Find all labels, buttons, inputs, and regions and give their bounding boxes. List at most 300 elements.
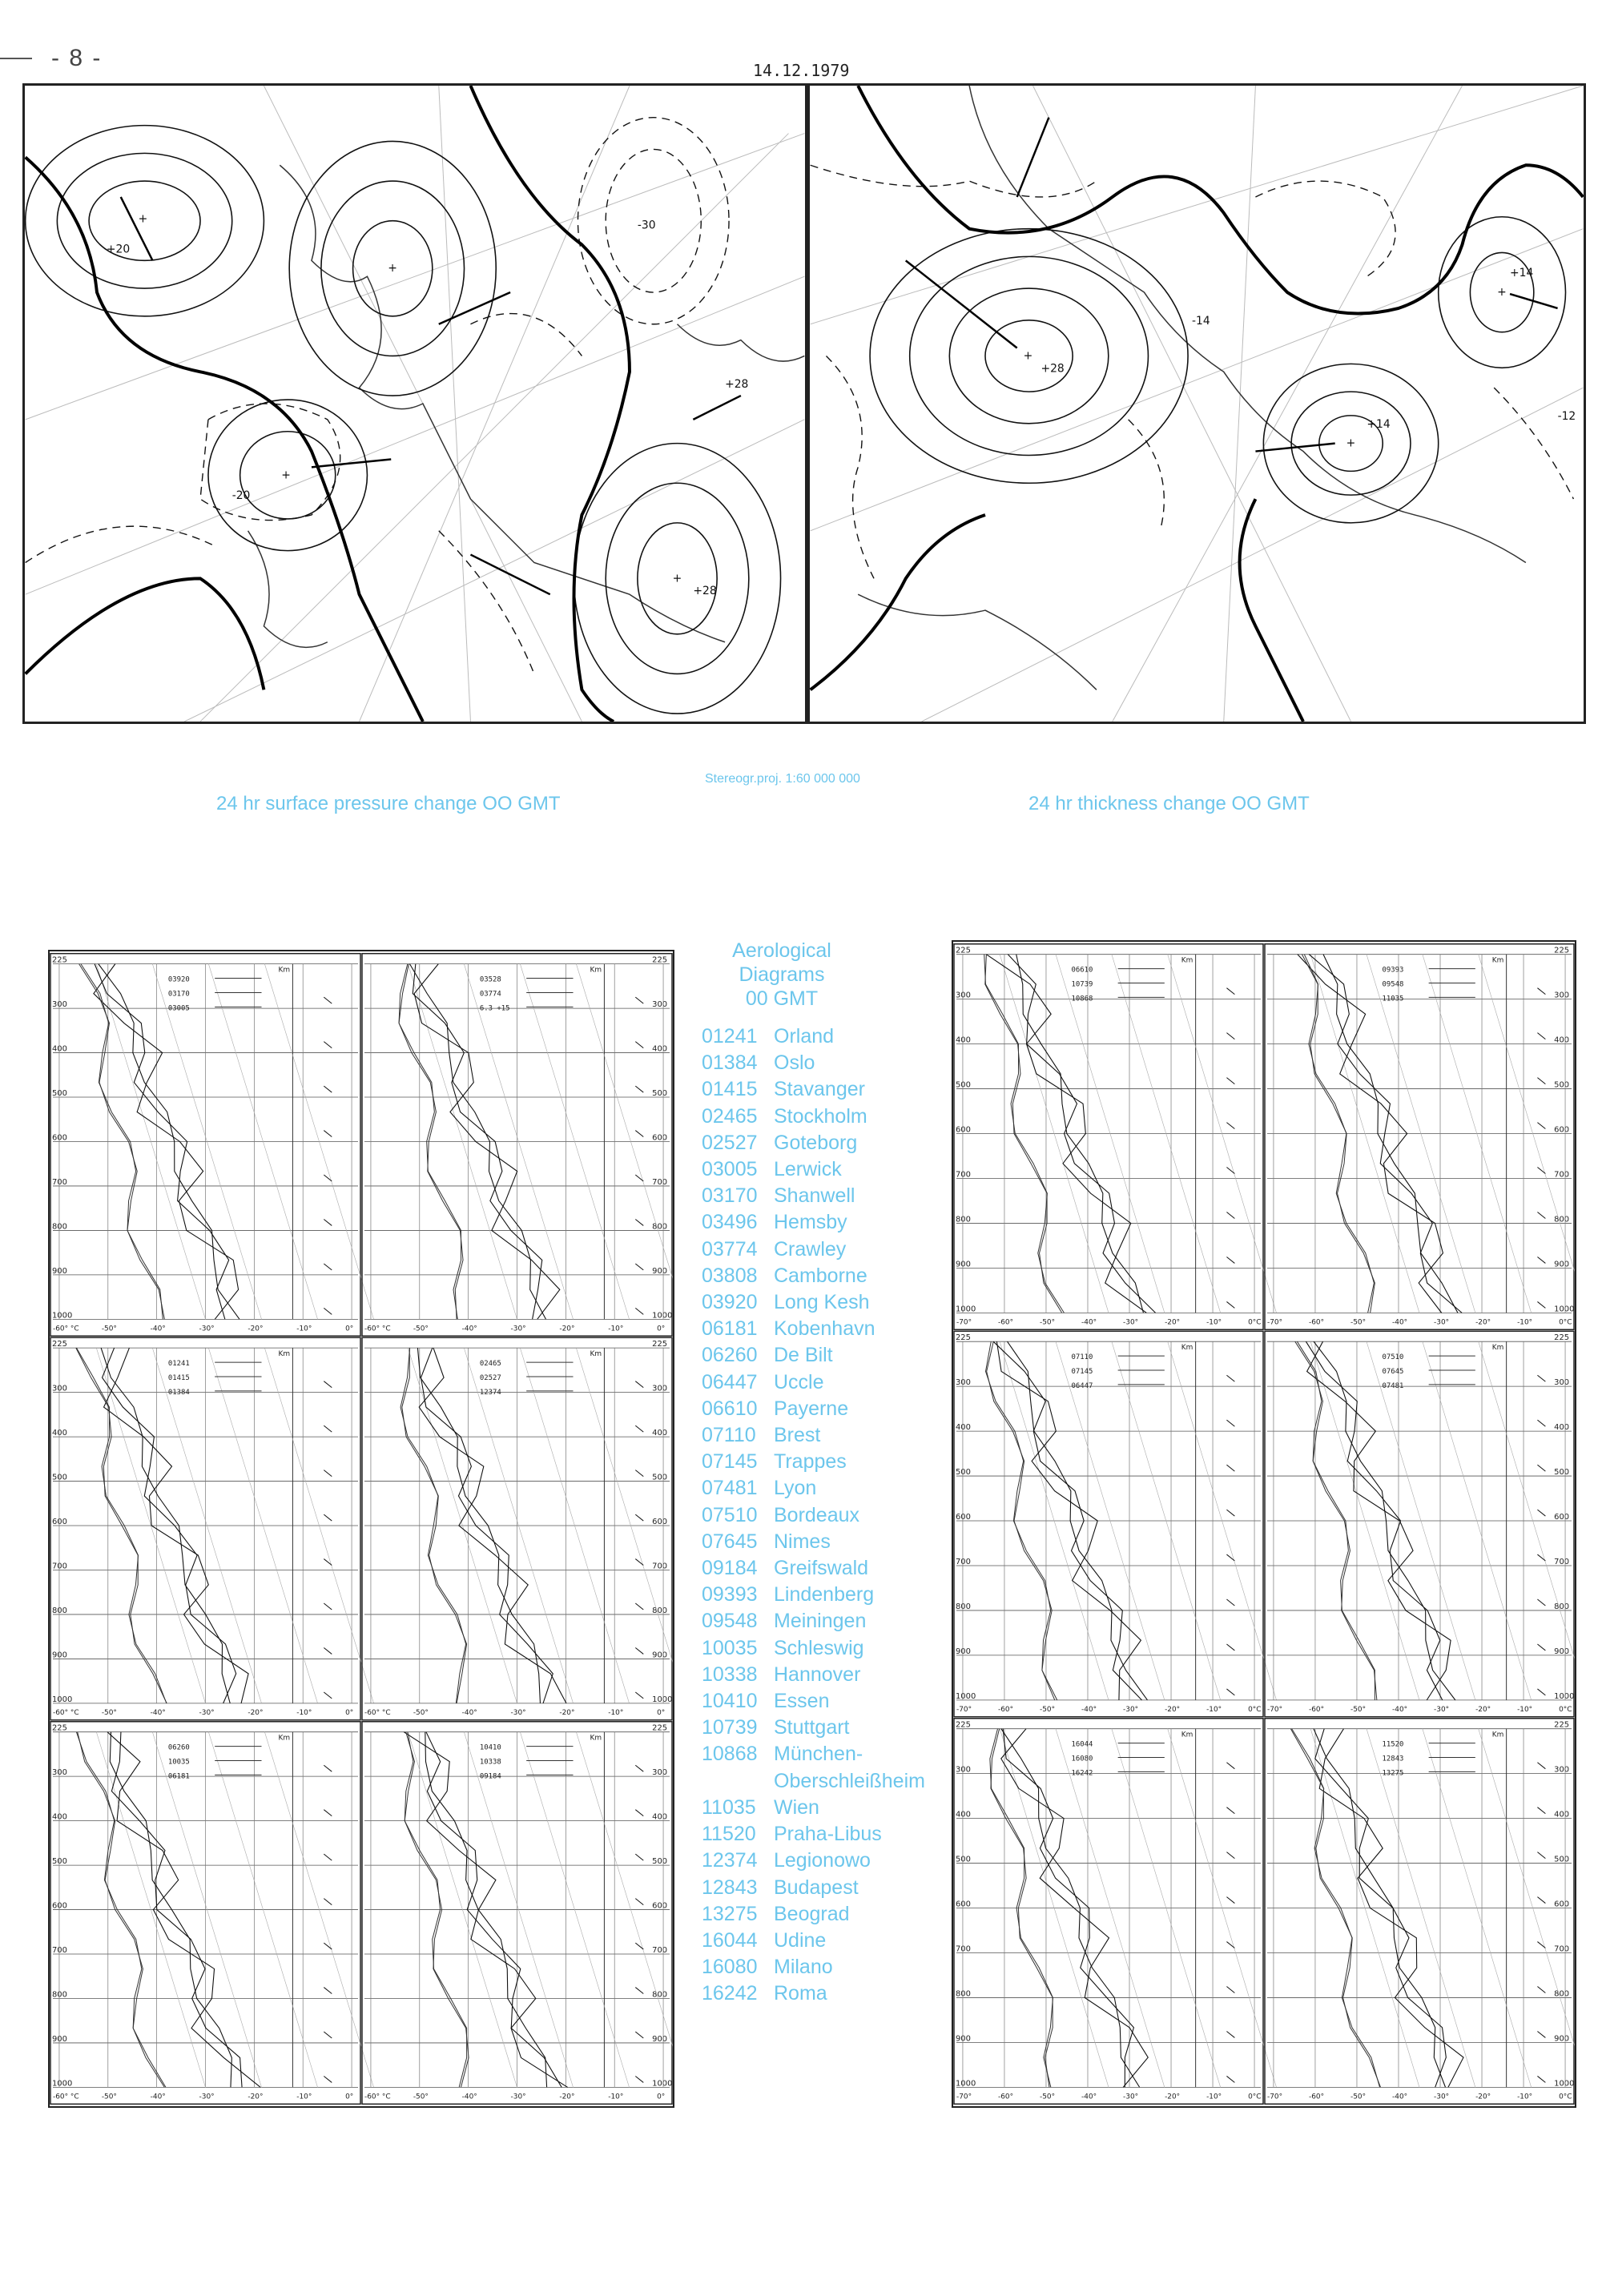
temperature-tick-label: -10° — [1517, 2093, 1533, 2101]
temperature-tick-label: -60° °C — [52, 2093, 79, 2101]
station-code-label: 06610 — [1071, 966, 1093, 975]
wind-barb — [1537, 1763, 1545, 1769]
station-code-label: 09548 — [1382, 980, 1404, 989]
temperature-tick-label: -40° — [1081, 1705, 1097, 1714]
svg-text:-14: -14 — [1192, 314, 1210, 328]
station-code-label: 11520 — [1382, 1740, 1404, 1749]
pressure-tick-label: 1000 — [1554, 2079, 1575, 2089]
list-item: 03774 Crawley — [702, 1237, 847, 1261]
wind-barb — [635, 1086, 643, 1092]
pressure-tick-label: 500 — [1554, 1468, 1570, 1478]
aerological-diagrams-left — [48, 950, 674, 2108]
temperature-tick-label: -40° — [150, 1325, 166, 1333]
wind-barb — [635, 1854, 643, 1860]
pressure-tick-label: 800 — [1554, 1215, 1570, 1224]
aerological-diagram-panel — [954, 1719, 1277, 2105]
temperature-tick-label: 0°C — [1559, 1318, 1572, 1327]
list-item: 06610 Payerne — [702, 1397, 849, 1420]
temperature-tick-label: -20° — [248, 2093, 264, 2101]
wind-barb — [1226, 1942, 1234, 1948]
temperature-tick-label: -30° — [199, 1708, 215, 1717]
pressure-tick-label: 300 — [51, 1384, 67, 1393]
temperature-tick-label: -20° — [559, 1708, 575, 1717]
list-item-continuation: Oberschleißheim — [774, 1769, 925, 1792]
temperature-tick-label: -40° — [461, 1325, 477, 1333]
station-code-label: 06181 — [167, 1772, 190, 1781]
wind-barb — [1537, 1033, 1545, 1039]
pressure-tick-label: 500 — [955, 1468, 971, 1478]
km-unit-label: Km — [278, 1734, 291, 1743]
wind-barb — [1226, 1033, 1234, 1039]
pressure-tick-label: 600 — [51, 1133, 67, 1143]
pressure-tick-label: 800 — [652, 1606, 668, 1615]
wind-barb — [1537, 1212, 1545, 1219]
km-unit-label: Km — [278, 966, 291, 975]
wind-barb — [635, 1470, 643, 1477]
km-unit-label: Km — [1181, 1731, 1193, 1739]
pressure-tick-label: 400 — [955, 1810, 971, 1820]
temperature-tick-label: -30° — [1434, 1318, 1450, 1327]
pressure-tick-label: 800 — [652, 1222, 668, 1232]
list-item: 03808 Camborne — [702, 1264, 867, 1287]
wind-barb — [1537, 1852, 1545, 1859]
wind-barb — [1226, 2076, 1234, 2082]
km-unit-label: Km — [590, 1734, 602, 1743]
temperature-tick-label: -30° — [510, 1325, 526, 1333]
aerological-diagram-panel — [362, 1722, 673, 2105]
temperature-tick-label: -60° °C — [52, 1708, 79, 1717]
temperature-tick-label: -50° — [101, 1325, 117, 1333]
station-code-label: 03170 — [167, 990, 190, 999]
temperature-tick-label: -10° — [1517, 1318, 1533, 1327]
wind-barb — [635, 1988, 643, 1994]
pressure-tick-label: 700 — [1554, 1944, 1570, 1954]
list-item: 06181 Kobenhavn — [702, 1317, 875, 1341]
thickness-map-drawing — [810, 86, 1584, 722]
list-item: 01241 Orland — [702, 1025, 835, 1047]
list-item: 12374 Legionowo — [702, 1849, 871, 1872]
pressure-tick-label: 1000 — [652, 1695, 673, 1704]
svg-text:-20: -20 — [231, 489, 251, 503]
svg-text:+28: +28 — [1040, 362, 1065, 376]
list-item: 10338 Hannover — [702, 1663, 861, 1686]
pressure-tick-label: 800 — [1554, 1602, 1570, 1611]
pressure-tick-label: 300 — [955, 991, 971, 1000]
wind-barb — [1226, 1420, 1234, 1426]
temperature-tick-label: 0° — [345, 2093, 354, 2101]
aerological-diagram-panel — [954, 1331, 1277, 1717]
wind-barb — [1537, 1599, 1545, 1606]
wind-barb — [1537, 1257, 1545, 1263]
temperature-tick-label: 0°C — [1559, 1705, 1572, 1714]
aerological-diagrams-right — [952, 940, 1576, 2108]
temperature-tick-label: 0°C — [1559, 2093, 1572, 2101]
pressure-tick-label: 900 — [1554, 2034, 1570, 2044]
temperature-tick-label: 0° — [657, 1708, 666, 1717]
temperature-tick-label: -70° — [1266, 2093, 1283, 2101]
pressure-tick-label: 600 — [1554, 1513, 1570, 1522]
pressure-tick-label: 800 — [1554, 1989, 1570, 1999]
wind-barb — [1226, 1644, 1234, 1651]
wind-barb — [324, 1692, 332, 1699]
surface-pressure-change-map — [22, 83, 807, 724]
temperature-tick-label: -30° — [1123, 1705, 1139, 1714]
list-item: 07110 Brest — [702, 1424, 821, 1447]
wind-barb — [1537, 1510, 1545, 1516]
thickness-change-map — [807, 83, 1586, 724]
temperature-tick-label: -20° — [1475, 1318, 1491, 1327]
wind-barb — [1226, 1763, 1234, 1769]
list-item: 06447 Uccle — [702, 1370, 824, 1393]
wind-barb — [1226, 1807, 1234, 1814]
aerological-diagram-panel — [362, 954, 673, 1337]
temperature-tick-label: -10° — [608, 1708, 624, 1717]
wind-barb — [1226, 1212, 1234, 1219]
temperature-tick-label: -20° — [1165, 2093, 1181, 2101]
temperature-tick-label: -60° — [997, 1705, 1014, 1714]
pressure-tick-label: 600 — [652, 1518, 668, 1527]
pressure-tick-label: 400 — [1554, 1035, 1570, 1045]
aerological-diagram-panel — [1265, 1331, 1575, 1717]
svg-text:+: + — [281, 468, 291, 482]
pressure-tick-label: 225 — [955, 1720, 971, 1730]
temperature-tick-label: -10° — [296, 1325, 312, 1333]
station-code-label: 09184 — [479, 1772, 501, 1781]
wind-barb — [1537, 2031, 1545, 2037]
temperature-tick-label: -20° — [248, 1708, 264, 1717]
wind-barb — [635, 1810, 643, 1816]
wind-barb — [1537, 1554, 1545, 1561]
pressure-tick-label: 800 — [51, 1990, 67, 2000]
thickness-caption: 24 hr thickness change OO GMT — [1028, 793, 1310, 814]
temperature-tick-label: -50° — [1040, 1318, 1056, 1327]
wind-barb — [1537, 1465, 1545, 1471]
svg-text:+28: +28 — [725, 378, 749, 392]
station-code-label: 12843 — [1382, 1755, 1404, 1763]
pressure-tick-label: 300 — [1554, 991, 1570, 1000]
temperature-tick-label: -50° — [1350, 1318, 1367, 1327]
list-item: 13275 Beograd — [702, 1902, 850, 1925]
wind-barb — [1537, 1375, 1545, 1381]
temperature-tick-label: -60° — [1308, 2093, 1325, 2101]
pressure-tick-label: 500 — [51, 1857, 67, 1867]
temperature-tick-label: -10° — [608, 1325, 624, 1333]
list-item: 16044 Udine — [702, 1928, 827, 1952]
wind-barb — [635, 1603, 643, 1610]
pressure-tick-label: 900 — [955, 1260, 971, 1269]
wind-barb — [324, 1086, 332, 1092]
wind-barb — [1537, 2076, 1545, 2082]
svg-text:+14: +14 — [1367, 417, 1391, 431]
temperature-tick-label: -50° — [101, 2093, 117, 2101]
temperature-tick-label: -60° — [1308, 1318, 1325, 1327]
temperature-tick-label: -60° °C — [364, 1325, 391, 1333]
station-legend — [702, 939, 942, 2008]
list-item: 10410 Essen — [702, 1690, 830, 1713]
wind-barb — [635, 997, 643, 1003]
temperature-tick-label: -20° — [1165, 1318, 1181, 1327]
temperature-tick-label: -50° — [413, 2093, 429, 2101]
pressure-tick-label: 500 — [652, 1857, 668, 1867]
wind-barb — [635, 1765, 643, 1771]
list-item: 03170 Shanwell — [702, 1184, 855, 1208]
wind-barb — [1226, 1599, 1234, 1606]
wind-barb — [635, 2032, 643, 2038]
pressure-tick-label: 400 — [1554, 1423, 1570, 1433]
wind-barb — [635, 2076, 643, 2082]
temperature-tick-label: 0°C — [1248, 1318, 1262, 1327]
station-code-label: 03774 — [479, 990, 501, 999]
wind-barb — [635, 1899, 643, 1905]
station-code-label: 07145 — [1071, 1367, 1093, 1376]
wind-barb — [1226, 1852, 1234, 1859]
svg-text:+: + — [672, 572, 682, 585]
pressure-tick-label: 700 — [652, 1177, 668, 1187]
temperature-tick-label: -50° — [1040, 2093, 1056, 2101]
svg-text:+: + — [1023, 349, 1033, 363]
list-item: 01415 Stavanger — [702, 1078, 865, 1101]
aerological-diagram-panel — [1265, 1719, 1575, 2105]
list-item: 10868 München- — [702, 1743, 863, 1766]
temperature-tick-label: -20° — [1475, 2093, 1491, 2101]
pressure-tick-label: 900 — [955, 1647, 971, 1656]
pressure-tick-label: 800 — [51, 1606, 67, 1615]
km-unit-label: Km — [1491, 956, 1504, 965]
pressure-tick-label: 400 — [51, 1044, 67, 1054]
list-item: 12843 Budapest — [702, 1876, 859, 1899]
wind-barb — [324, 2032, 332, 2038]
temperature-tick-label: -30° — [1123, 2093, 1139, 2101]
pressure-tick-label: 800 — [955, 1602, 971, 1611]
station-code-label: 10338 — [479, 1758, 501, 1767]
wind-barb — [324, 1470, 332, 1477]
pressure-tick-label: 300 — [955, 1378, 971, 1388]
wind-barb — [1537, 1807, 1545, 1814]
surface-pressure-caption: 24 hr surface pressure change OO GMT — [216, 793, 561, 814]
temperature-tick-label: -50° — [413, 1708, 429, 1717]
temperature-tick-label: -60° — [1308, 1705, 1325, 1714]
station-code-label: 07481 — [1382, 1381, 1404, 1390]
pressure-tick-label: 800 — [955, 1215, 971, 1224]
svg-text:+28: +28 — [693, 585, 717, 598]
temperature-tick-label: -10° — [1206, 2093, 1222, 2101]
temperature-tick-label: -50° — [1040, 1705, 1056, 1714]
temperature-tick-label: -20° — [1165, 1705, 1181, 1714]
pressure-tick-label: 900 — [1554, 1260, 1570, 1269]
temperature-tick-label: -10° — [608, 2093, 624, 2101]
station-code-label: 03920 — [167, 975, 190, 984]
pressure-tick-label: 600 — [955, 1900, 971, 1909]
svg-text:-12: -12 — [1557, 409, 1576, 423]
station-code-label: 03528 — [479, 975, 501, 984]
pressure-tick-label: 500 — [51, 1473, 67, 1482]
temperature-tick-label: -10° — [296, 2093, 312, 2101]
pressure-tick-label: 300 — [955, 1765, 971, 1775]
station-code-label: 16242 — [1071, 1769, 1093, 1778]
temperature-tick-label: -20° — [248, 1325, 264, 1333]
pressure-tick-label: 900 — [51, 2034, 67, 2044]
pressure-tick-label: 1000 — [1554, 1691, 1575, 1701]
list-item: 11520 Praha-Libus — [702, 1823, 882, 1846]
pressure-tick-label: 225 — [1554, 946, 1570, 955]
pressure-tick-label: 225 — [652, 1340, 668, 1349]
wind-barb — [324, 1425, 332, 1432]
temperature-tick-label: -10° — [1206, 1705, 1222, 1714]
wind-barb — [324, 1308, 332, 1314]
pressure-tick-label: 600 — [51, 1518, 67, 1527]
list-item: 03920 Long Kesh — [702, 1291, 870, 1314]
wind-barb — [1226, 1987, 1234, 1993]
list-item: 07481 Lyon — [702, 1477, 817, 1500]
station-code-label: 10410 — [479, 1743, 501, 1752]
wind-barb — [324, 1854, 332, 1860]
temperature-tick-label: -30° — [510, 1708, 526, 1717]
km-unit-label: Km — [1491, 1344, 1504, 1353]
pressure-tick-label: 600 — [1554, 1900, 1570, 1909]
aerological-diagram-panel — [954, 944, 1277, 1330]
pressure-tick-label: 500 — [955, 1855, 971, 1864]
wind-barb — [1226, 1689, 1234, 1695]
svg-text:+: + — [388, 262, 397, 275]
station-code-label: 07110 — [1071, 1353, 1093, 1362]
wind-barb — [1537, 1942, 1545, 1948]
pressure-tick-label: 600 — [652, 1901, 668, 1911]
list-item: 10739 Stuttgart — [702, 1716, 850, 1739]
temperature-tick-label: -60° — [997, 2093, 1014, 2101]
pressure-tick-label: 700 — [955, 1170, 971, 1180]
wind-barb — [1537, 1123, 1545, 1129]
list-item: 16242 Roma — [702, 1982, 827, 2005]
aerological-diagram-grid-right — [953, 942, 1575, 2106]
wind-barb — [1537, 988, 1545, 995]
wind-barb — [324, 997, 332, 1003]
wind-barb — [324, 1131, 332, 1137]
km-unit-label: Km — [590, 966, 602, 975]
pressure-tick-label: 225 — [1554, 1720, 1570, 1730]
wind-barb — [1537, 1420, 1545, 1426]
pressure-tick-label: 700 — [1554, 1170, 1570, 1180]
wind-barb — [1226, 1554, 1234, 1561]
pressure-tick-label: 400 — [652, 1429, 668, 1438]
wind-barb — [324, 1988, 332, 1994]
pressure-tick-label: 225 — [1554, 1333, 1570, 1343]
station-code-label: 10035 — [167, 1758, 190, 1767]
station-list — [702, 1023, 942, 2008]
pressure-tick-label: 400 — [51, 1429, 67, 1438]
temperature-tick-label: -40° — [461, 2093, 477, 2101]
aerological-diagram-panel — [362, 1337, 673, 1720]
pressure-tick-label: 1000 — [1554, 1305, 1575, 1314]
wind-barb — [324, 1559, 332, 1566]
wind-barb — [1226, 2031, 1234, 2037]
pressure-tick-label: 225 — [652, 955, 668, 965]
temperature-tick-label: 0° — [345, 1325, 354, 1333]
temperature-tick-label: -30° — [1434, 1705, 1450, 1714]
map-date: 14.12.1979 — [753, 61, 850, 80]
wind-barb — [635, 1692, 643, 1699]
temperature-tick-label: -20° — [1475, 1705, 1491, 1714]
km-unit-label: Km — [1181, 956, 1193, 965]
pressure-tick-label: 1000 — [652, 2079, 673, 2089]
page-rule — [0, 58, 32, 59]
wind-barb — [1537, 1301, 1545, 1308]
list-item: 16080 Milano — [702, 1956, 833, 1979]
svg-text:+: + — [1346, 436, 1356, 450]
wind-barb — [324, 1765, 332, 1771]
wind-barb — [635, 1381, 643, 1388]
km-unit-label: Km — [1491, 1731, 1504, 1739]
wind-barb — [635, 1425, 643, 1432]
temperature-tick-label: -40° — [461, 1708, 477, 1717]
pressure-tick-label: 300 — [652, 1768, 668, 1778]
station-code-label: 01241 — [167, 1360, 190, 1369]
temperature-tick-label: 0° — [657, 2093, 666, 2101]
temperature-tick-label: -40° — [150, 1708, 166, 1717]
pressure-tick-label: 225 — [51, 1723, 67, 1733]
aerological-diagram-panel — [50, 954, 374, 1337]
list-item: 06260 De Bilt — [702, 1344, 833, 1367]
wind-barb — [324, 1899, 332, 1905]
svg-text:+: + — [1497, 286, 1507, 300]
pressure-tick-label: 800 — [51, 1222, 67, 1232]
temperature-tick-label: 0°C — [1248, 2093, 1262, 2101]
pressure-tick-label: 500 — [1554, 1080, 1570, 1090]
pressure-tick-label: 225 — [955, 1333, 971, 1343]
projection-note: Stereogr.proj. 1:60 000 000 — [705, 772, 860, 786]
temperature-tick-label: -30° — [199, 2093, 215, 2101]
list-item: 09184 Greifswald — [702, 1557, 869, 1580]
pressure-tick-label: 300 — [652, 1384, 668, 1393]
pressure-tick-label: 900 — [1554, 1647, 1570, 1656]
pressure-tick-label: 225 — [955, 946, 971, 955]
wind-barb — [1226, 1078, 1234, 1084]
temperature-tick-label: -70° — [956, 2093, 972, 2101]
list-item: 09393 Lindenberg — [702, 1583, 875, 1606]
temperature-tick-label: -30° — [510, 2093, 526, 2101]
km-unit-label: Km — [1181, 1344, 1193, 1353]
pressure-tick-label: 1000 — [51, 1311, 73, 1321]
pressure-tick-label: 700 — [51, 1562, 67, 1571]
wind-barb — [324, 2076, 332, 2082]
list-item: 03005 Lerwick — [702, 1158, 842, 1181]
km-unit-label: Km — [278, 1350, 291, 1359]
temperature-tick-label: -10° — [1206, 1318, 1222, 1327]
list-item: 07645 Nimes — [702, 1530, 831, 1553]
wind-barb — [1537, 1897, 1545, 1904]
pressure-tick-label: 700 — [51, 1177, 67, 1187]
temperature-tick-label: -60° °C — [52, 1325, 79, 1333]
temperature-tick-label: -60° °C — [364, 2093, 391, 2101]
pressure-tick-label: 225 — [51, 955, 67, 965]
list-item: 02465 Stockholm — [702, 1104, 867, 1128]
wind-barb — [324, 1264, 332, 1270]
wind-barb — [1537, 1689, 1545, 1695]
station-code-label: 09393 — [1382, 966, 1404, 975]
pressure-tick-label: 700 — [955, 1944, 971, 1954]
aerological-diagram-grid-left — [50, 951, 673, 2106]
temperature-tick-label: -40° — [1392, 2093, 1408, 2101]
temperature-tick-label: -40° — [1392, 1318, 1408, 1327]
station-code-label: 10868 — [1071, 995, 1093, 1003]
pressure-tick-label: 800 — [652, 1990, 668, 2000]
km-unit-label: Km — [590, 1350, 602, 1359]
wind-barb — [324, 1042, 332, 1048]
pressure-tick-label: 1000 — [955, 1691, 976, 1701]
wind-barb — [635, 1264, 643, 1270]
list-item: 07145 Trappes — [702, 1450, 847, 1474]
temperature-tick-label: -50° — [413, 1325, 429, 1333]
station-code-label: 12374 — [479, 1388, 501, 1397]
